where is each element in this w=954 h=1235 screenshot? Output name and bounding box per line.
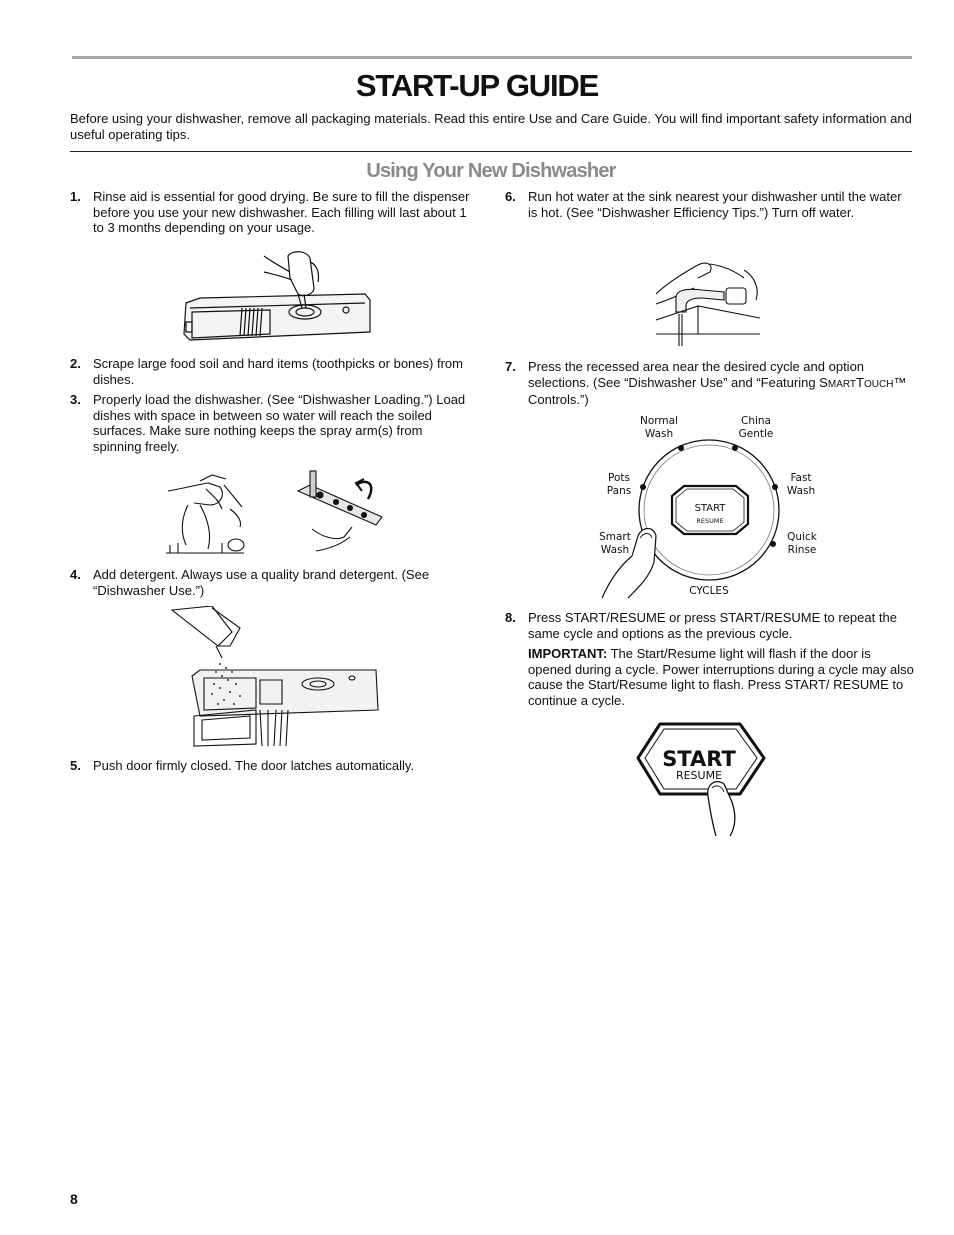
- faucet-illustration: [652, 248, 764, 348]
- step-text: Push door firmly closed. The door latches automatically.: [93, 758, 415, 773]
- big-resume-label[interactable]: RESUME: [675, 769, 723, 782]
- dish-loading-illustration: [160, 465, 250, 555]
- step-number: 5.: [70, 758, 81, 773]
- step-text: Press START/RESUME or press START/RESUME to repeat the same cycle and options as the previous cycle.: [528, 610, 897, 641]
- section-title: Using Your New Dishwasher: [366, 160, 616, 182]
- dial-dot[interactable]: [640, 484, 646, 490]
- start-resume-button-illustration: [636, 722, 768, 838]
- step-text: Run hot water at the sink nearest your dishwasher until the water is hot. (See “Dishwasher Efficiency Tips.”) Turn off water.: [528, 189, 902, 220]
- page-number: 8: [70, 1191, 78, 1207]
- step-number: 2.: [70, 356, 81, 371]
- dial-dot[interactable]: [732, 445, 738, 451]
- svg-text:Pans: Pans: [606, 485, 632, 497]
- step-number: 4.: [70, 567, 81, 582]
- dial-start-label: START: [694, 503, 726, 514]
- step-number: 6.: [505, 189, 516, 204]
- page-title: START-UP GUIDE: [355, 68, 599, 103]
- dial-quick-label: Quick: [787, 531, 817, 543]
- detergent-dispenser-illustration: [170, 606, 382, 748]
- dial-dot[interactable]: [678, 445, 684, 451]
- step-text: Properly load the dishwasher. (See “Dishwasher Loading.”) Load dishes with space in between so water will reach the soiled surfaces. Make sure nothing keeps the spray arm(s) from spinning freely.: [93, 392, 466, 454]
- dial-china-label: China: [741, 415, 771, 427]
- dial-dot[interactable]: [770, 541, 776, 547]
- step-text: Add detergent. Always use a quality brand detergent. (See “Dishwasher Use.”): [93, 567, 430, 598]
- spray-arm-illustration: [296, 465, 388, 555]
- step-number: 8.: [505, 610, 516, 625]
- step-text: Rinse aid is essential for good drying. Be sure to fill the dispenser before you use your new dishwasher. Each filling will last about 1 to 3 months depending on your usage.: [93, 189, 470, 236]
- step-text: Press the recessed area near the desired cycle and option selections. (See “Dishwasher Use” and “Featuring SMARTTOUCH™ Controls.”): [528, 359, 907, 408]
- cycle-dial-illustration: [592, 410, 832, 600]
- dial-dot[interactable]: [772, 484, 778, 490]
- svg-text:Gentle: Gentle: [738, 428, 774, 440]
- rinse-aid-dispenser-illustration: [180, 248, 380, 346]
- svg-text:Rinse: Rinse: [787, 544, 817, 556]
- step-number: 7.: [505, 359, 516, 374]
- dial-normal-label: Normal: [640, 415, 678, 427]
- intro-paragraph: Before using your dishwasher, remove all packaging materials. Read this entire Use and Care Guide. You will find important safety information and useful operating tips.: [70, 111, 912, 142]
- top-rule: [72, 56, 912, 59]
- important-label: IMPORTANT:: [528, 646, 608, 662]
- svg-text:Wash: Wash: [786, 485, 816, 497]
- dial-pots-label: Pots: [608, 472, 630, 484]
- svg-text:Wash: Wash: [644, 428, 674, 440]
- svg-text:Wash: Wash: [600, 544, 630, 556]
- section-divider: [70, 151, 912, 152]
- dial-cycles-label: CYCLES: [689, 585, 729, 597]
- big-start-label[interactable]: START: [662, 747, 736, 771]
- important-note: IMPORTANT: The Start/Resume light will flash if the door is opened during a cycle. Power interruptions during a cycle may also cause the Start/Resume light to flash. Press START/ RESUME to continue a cycle.: [528, 646, 914, 708]
- step-text: Scrape large food soil and hard items (toothpicks or bones) from dishes.: [93, 356, 463, 387]
- dial-smart-label: Smart: [599, 531, 631, 543]
- dial-fast-label: Fast: [790, 472, 812, 484]
- step-number: 3.: [70, 392, 81, 407]
- dial-resume-label: RESUME: [696, 517, 724, 525]
- step-number: 1.: [70, 189, 81, 204]
